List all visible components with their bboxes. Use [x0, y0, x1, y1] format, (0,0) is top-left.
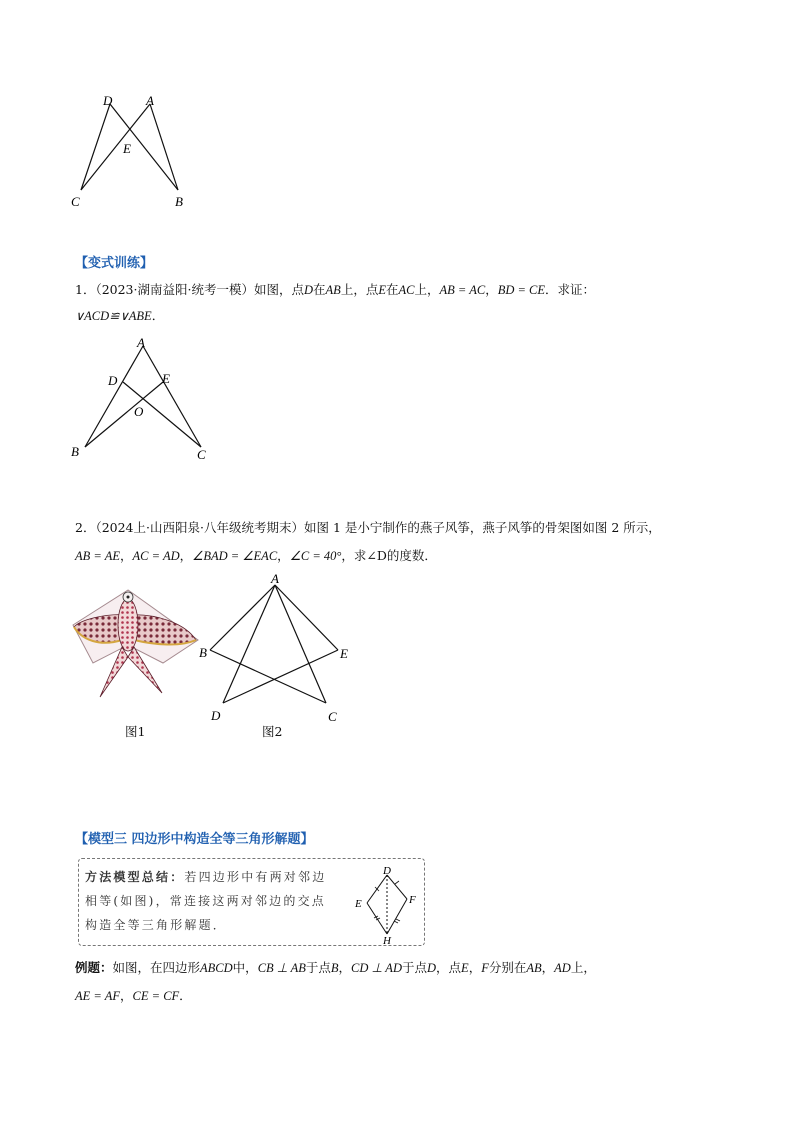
- problem1-eq1: AB = AC: [439, 283, 486, 297]
- segment-AB: [210, 585, 275, 650]
- problem1-ac: AC: [398, 283, 415, 297]
- problem1-text-c: 上，点: [340, 282, 379, 297]
- kite-body: [118, 599, 138, 651]
- segment-AB: [150, 104, 178, 190]
- example-comma: ，: [468, 960, 482, 975]
- example-ad: AD: [554, 961, 571, 975]
- problem2-line1: [75, 518, 661, 538]
- summary-line1: [85, 865, 326, 889]
- example-text-g: 分别在: [488, 960, 527, 975]
- example-text-e: 于点: [401, 960, 427, 975]
- example-comma2: ，: [541, 960, 555, 975]
- problem1-line2: [75, 306, 164, 326]
- summary-line3: 构造全等三角形解题．: [85, 918, 228, 932]
- label-H: H: [383, 935, 391, 945]
- example-label: 例题：: [75, 960, 113, 975]
- example-f: F: [481, 961, 489, 975]
- example-sep: ，: [120, 988, 133, 1003]
- figure-kite-quadrilateral: [347, 865, 421, 945]
- problem1-number: 1．: [75, 282, 96, 297]
- label-C: C: [328, 709, 337, 724]
- section-title-variant: 【变式训练】: [75, 256, 154, 271]
- problem1-end: ．: [151, 308, 165, 323]
- problem2-eq3: ∠BAD = ∠EAC: [192, 549, 278, 563]
- example-text-d: ，: [338, 960, 352, 975]
- label-A: A: [146, 93, 154, 108]
- problem1-ab: AB: [325, 283, 341, 297]
- problem2-number: 2．: [75, 520, 96, 535]
- example-ab: AB: [526, 961, 542, 975]
- problem1-e: E: [378, 283, 386, 297]
- kite-illustration: [70, 585, 205, 705]
- problem1-text-d: 在: [385, 282, 399, 297]
- example-perp2: CD ⊥ AD: [351, 961, 402, 975]
- problem2-eq4: ∠C = 40°: [289, 549, 342, 563]
- caption-figure1: 图1: [125, 724, 146, 739]
- example-text-a: 如图，在四边形: [112, 960, 201, 975]
- problem1-text-b: 在: [313, 282, 326, 297]
- segment-BC: [210, 650, 326, 703]
- figure-problem1: [65, 332, 225, 462]
- label-F: F: [409, 894, 416, 906]
- problem2-sep2: ，: [179, 548, 193, 563]
- section-title-model3: 【模型三 四边形中构造全等三角形解题】: [75, 832, 314, 847]
- label-D: D: [383, 865, 391, 877]
- method-summary-box: [78, 858, 425, 946]
- problem1-sep: ，: [485, 282, 498, 297]
- example-eq1: AE = AF: [75, 989, 121, 1003]
- problem1-text-e: 上，: [414, 282, 440, 297]
- label-E: E: [340, 646, 348, 661]
- segment-DC: [81, 104, 110, 190]
- label-E: E: [355, 898, 362, 910]
- problem1-eq2: BD = CE: [497, 283, 546, 297]
- caption-figure2: 图2: [262, 724, 283, 739]
- example-e: E: [461, 961, 469, 975]
- problem2-eq2: AC = AD: [132, 549, 180, 563]
- summary-heading: 方法模型总结：: [85, 870, 185, 884]
- label-C: C: [197, 447, 206, 462]
- segment-AC: [275, 585, 326, 703]
- label-B: B: [71, 444, 79, 459]
- label-D: D: [108, 373, 118, 388]
- problem2-line2: [75, 546, 437, 566]
- summary-text-1: 若四边形中有两对邻边: [184, 870, 327, 884]
- problem2-text2: ，求∠D的度数．: [341, 548, 437, 563]
- example-eq2: CE = CF: [132, 989, 180, 1003]
- example-abcd: ABCD: [200, 961, 233, 975]
- example-line1: [75, 958, 596, 978]
- example-text-b: 中，: [232, 960, 258, 975]
- segment-AE: [275, 585, 338, 650]
- label-O: O: [134, 404, 144, 419]
- segment-DB: [110, 104, 178, 190]
- example-b: B: [330, 961, 339, 975]
- label-A: A: [271, 571, 279, 586]
- problem1-line1: [75, 280, 595, 300]
- example-perp1: CB ⊥ AB: [257, 961, 306, 975]
- example-text-c: 于点: [305, 960, 331, 975]
- problem1-text-a: 如图，点: [253, 282, 304, 297]
- segment-AC: [81, 104, 150, 190]
- label-B: B: [199, 645, 207, 660]
- segment-BE: [85, 382, 163, 447]
- problem2-text: 如图 1 是小宁制作的燕子风筝，燕子风筝的骨架图如图 2 所示，: [303, 520, 661, 535]
- problem1-text-f: ．求证：: [545, 282, 596, 297]
- segment-AC: [143, 346, 201, 447]
- segment-AD: [223, 585, 275, 703]
- problem2-eq1: AB = AE: [75, 549, 121, 563]
- label-B: B: [175, 194, 183, 209]
- problem2-sep1: ，: [120, 548, 133, 563]
- problem1-d: D: [303, 283, 314, 297]
- label-C: C: [71, 194, 80, 209]
- example-text-h: 上，: [570, 960, 596, 975]
- figure-top-crossed-triangles: [60, 90, 200, 215]
- segment-AB: [85, 346, 143, 447]
- example-end: ．: [179, 988, 192, 1003]
- example-text-f: ，点: [436, 960, 462, 975]
- problem1-source: （2023·湖南益阳·统考一模）: [95, 282, 254, 297]
- problem1-formula: ∨ACD≌∨ABE: [75, 309, 152, 323]
- label-E: E: [162, 371, 170, 386]
- figure-problem2: [195, 570, 370, 730]
- label-E: E: [123, 141, 131, 156]
- example-line2: [75, 986, 192, 1006]
- example-d: D: [427, 961, 437, 975]
- problem2-source: （2024上·山西阳泉·八年级统考期末）: [95, 520, 304, 535]
- label-D: D: [103, 93, 113, 108]
- summary-line2: 相等(如图)，常连接这两对邻边的交点: [85, 894, 326, 908]
- segment-ED: [223, 650, 338, 703]
- problem2-sep3: ，: [277, 548, 290, 563]
- label-A: A: [137, 335, 145, 350]
- label-D: D: [211, 708, 221, 723]
